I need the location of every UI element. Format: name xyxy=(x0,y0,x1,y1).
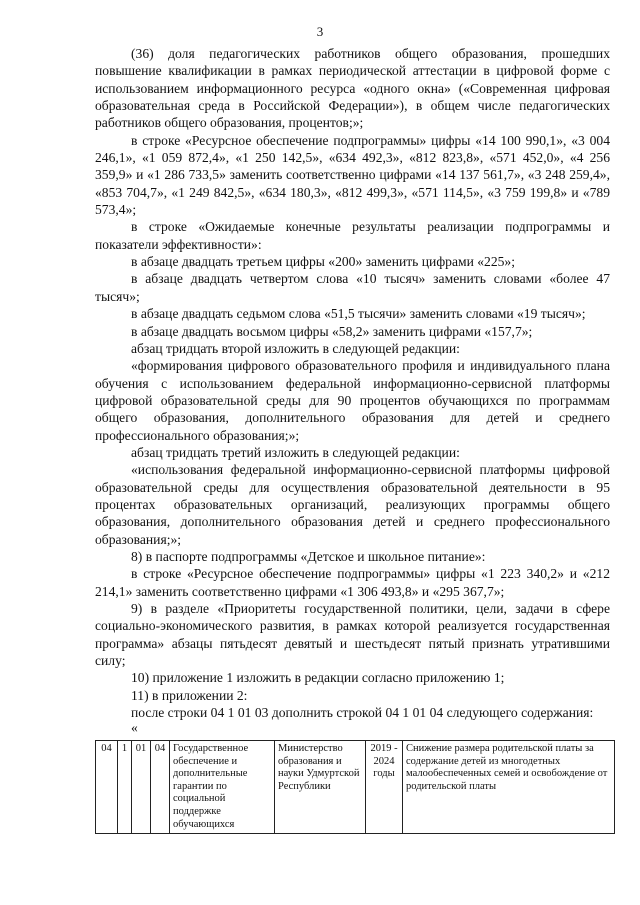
paragraph: в строке «Ресурсное обеспечение подпрограммы» цифры «1 223 340,2» и «212 214,1» заменить соответственно цифрами «1 306 493,8» и «295 367,7»; xyxy=(95,566,610,599)
page-number: 3 xyxy=(316,24,324,39)
paragraph: «использования федеральной информационно-сервисной платформы цифровой образовательной среды для осуществления образовательной деятельности в 95 процентах образовательных организаций, реализующих программы общего образования, дополнительного образования детей и среднего профессионального образования;»; xyxy=(95,462,610,547)
result-cell: Снижение размера родительской платы за содержание детей из многодетных малообеспеченных семей и освобождение от родительской платы xyxy=(403,741,615,834)
paragraph: абзац тридцать третий изложить в следующей редакции: xyxy=(131,444,460,460)
paragraph: 9) в разделе «Приоритеты государственной политики, цели, задачи в сфере социально-экономического развития, в рамках которой реализуется государственная программа» абзацы пятьдесят девятый и шестьдесят пятый признать утратившими силу; xyxy=(95,601,610,669)
paragraph: в абзаце двадцать восьмом цифры «58,2» заменить цифрами «157,7»; xyxy=(131,323,533,339)
code-cell: 1 xyxy=(118,741,132,834)
paragraph: (36) доля педагогических работников общего образования, прошедших повышение квалификации в рамках периодической аттестации в цифровой форме с использованием информационного ресурса «одного окна» («Современная цифровая образовательная среда в Российской Федерации»), в общем числе педагогических работников общего образования, процентов;»; xyxy=(95,46,610,131)
paragraph: 8) в паспорте подпрограммы «Детское и школьное питание»: xyxy=(131,548,486,564)
paragraph: в абзаце двадцать четвертом слова «10 тысяч» заменить словами «более 47 тысяч»; xyxy=(95,271,610,304)
paragraph: в строке «Ресурсное обеспечение подпрограммы» цифры «14 100 990,1», «3 004 246,1», «1 059 872,4», «1 250 142,5», «634 492,3», «812 823,8», «571 452,0», «4 256 359,9» и «1 286 733,5» заменить соответственно цифрами «14 137 561,7», «3 248 259,4», «853 704,7», «1 249 842,5», «634 180,3», «812 499,3», «571 114,5», «3 759 199,8» и «789 573,4»; xyxy=(95,132,610,218)
period-cell: 2019 - 2024 годы xyxy=(366,741,403,834)
paragraph: в абзаце двадцать седьмом слова «51,5 тысячи» заменить словами «19 тысяч»; xyxy=(131,306,586,322)
code-cell: 01 xyxy=(132,741,151,834)
code-cell: 04 xyxy=(151,741,170,834)
executor-cell: Министерство образования и науки Удмуртской Республики xyxy=(275,741,366,834)
appendix-table xyxy=(95,740,615,834)
code-cell: 04 xyxy=(96,741,118,834)
paragraph: абзац тридцать второй изложить в следующей редакции: xyxy=(131,340,460,356)
paragraph: 10) приложение 1 изложить в редакции согласно приложению 1; xyxy=(131,670,505,686)
paragraph: в строке «Ожидаемые конечные результаты реализации подпрограммы и показатели эффективности»: xyxy=(95,219,610,252)
measure-name-cell: Государственное обеспечение и дополнительные гарантии по социальной поддержке обучающихся xyxy=(170,741,275,834)
paragraph: после строки 04 1 01 03 дополнить строкой 04 1 01 04 следующего содержания: xyxy=(131,705,594,721)
table-row xyxy=(96,741,615,834)
opening-quote: « xyxy=(131,720,138,735)
paragraph: в абзаце двадцать третьем цифры «200» заменить цифрами «225»; xyxy=(131,254,516,270)
document-body xyxy=(95,45,610,721)
paragraph: 11) в приложении 2: xyxy=(131,687,248,703)
paragraph: «формирования цифрового образовательного профиля и индивидуального плана обучения с использованием федеральной информационно-сервисной платформы цифровой образовательной среды для 90 процентов обучающихся по программам общего образования, дополнительного образования для детей и среднего профессионального образования;»; xyxy=(95,358,610,443)
